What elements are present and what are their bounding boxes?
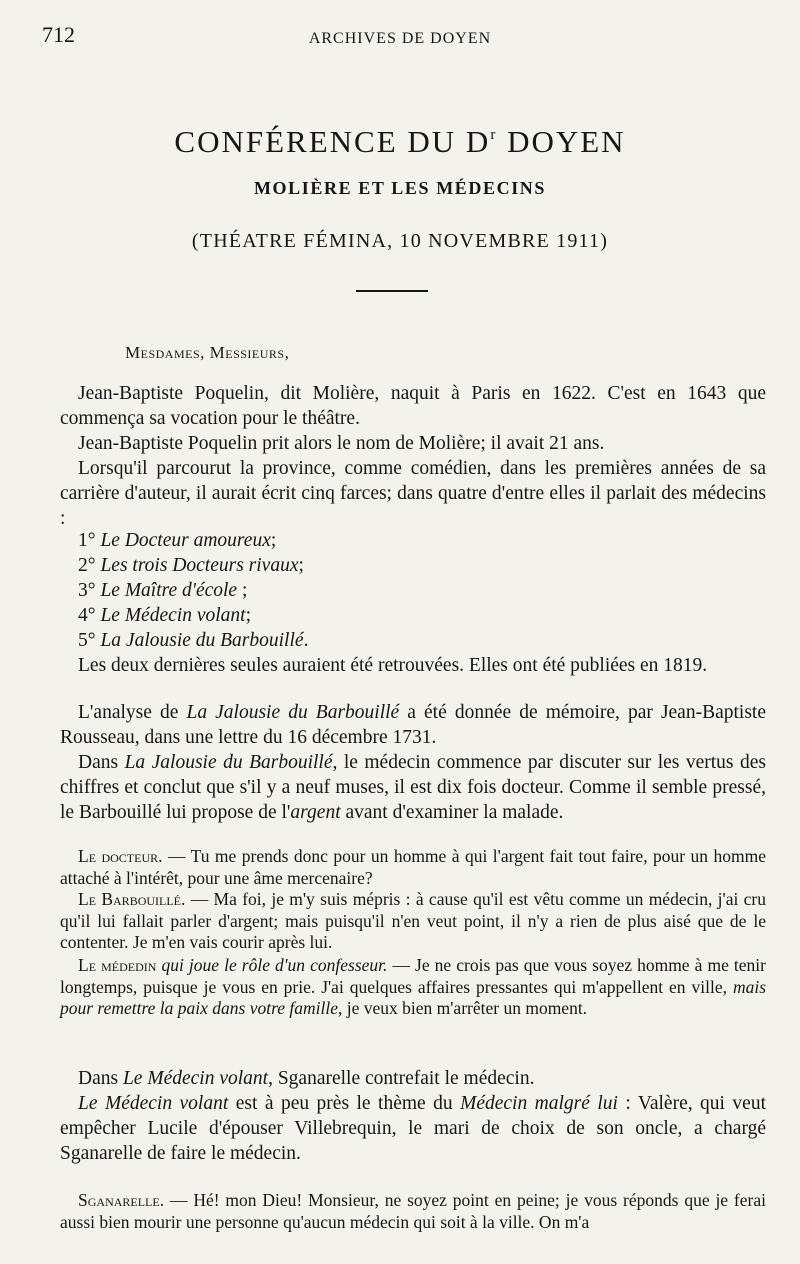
dialogue-line: — Je ne crois pas que vous soyez homme à me tenir longtemps, puisque je vous en prie. J'ai quelques affaires pressantes qui m'appellent en ville, [60, 955, 766, 997]
paragraph-text: Lorsqu'il parcourut la province, comme comédien, dans les premières années de sa carrière d'auteur, il aurait écrit cinq farces; dans quatre d'entre elles il parlait des médecins : [60, 458, 766, 529]
dialogue-medecin [60, 955, 766, 1020]
page-number: 712 [42, 22, 75, 47]
list-punct: ; [270, 530, 277, 551]
play-title: Médecin malgré lui [460, 1093, 618, 1114]
paragraph-text: Jean-Baptiste Poquelin, dit Molière, naquit à Paris en 1622. C'est en 1643 que commença sa vocation pour le théâtre. [60, 383, 766, 429]
paragraph-medecin-volant [60, 1066, 766, 1091]
list-item [78, 553, 308, 578]
list-item [78, 528, 308, 553]
list-number: 4° [78, 605, 96, 626]
salutation: Mesdames, Messieurs, [125, 343, 290, 362]
paragraph-text: Dans [78, 1068, 123, 1089]
dialogue-sganarelle [60, 1190, 766, 1233]
dialogue-docteur [60, 846, 766, 889]
paragraph-jalousie [60, 750, 766, 825]
farce-title: Le Médecin volant [100, 605, 246, 626]
list-punct: ; [298, 555, 304, 576]
paragraph-text: L'analyse de [78, 702, 187, 723]
title-suffix: DOYEN [497, 124, 626, 159]
dialogue-line: , je veux bien m'arrêter un moment. [338, 998, 588, 1018]
paragraph-published [60, 653, 766, 678]
dialogue-line: — Tu me prends donc pour un homme à qui l'argent fait tout faire, pour un homme attaché à l'intérêt, pour une âme mercenaire? [60, 846, 767, 888]
play-title: La Jalousie du Barbouillé [186, 702, 400, 723]
list-number: 1° [78, 530, 96, 551]
dialogue-barbouille [60, 889, 766, 954]
list-number: 3° [78, 580, 96, 601]
play-title: La Jalousie du Barbouillé [124, 752, 333, 773]
paragraph-text: Dans [78, 752, 125, 773]
list-item [78, 578, 308, 603]
list-number: 2° [78, 555, 96, 576]
paragraph-name [60, 431, 766, 456]
list-number: 5° [78, 630, 96, 651]
title-prefix: CONFÉRENCE DU D [174, 124, 491, 159]
emphasis: argent [290, 802, 341, 823]
title-superscript: r [490, 126, 498, 143]
paragraph-text: , Sganarelle contrefait le médecin. [268, 1068, 535, 1089]
list-punct: . [303, 630, 309, 651]
farce-title: Le Maître d'école [100, 580, 238, 601]
paragraph-text: est à peu près le thème du [228, 1093, 461, 1114]
speaker: Le médedin [78, 955, 157, 975]
lecture-title [0, 124, 800, 160]
farce-title: La Jalousie du Barbouillé [100, 630, 304, 651]
list-punct: ; [245, 605, 251, 626]
speaker: Le docteur. [78, 846, 163, 866]
play-title: Le Médecin volant [78, 1093, 229, 1114]
stage-direction: qui joue le rôle d'un confesseur. [156, 955, 388, 975]
paragraph-province [60, 456, 766, 531]
paragraph-theme [60, 1091, 766, 1166]
emphasis: mais pour remettre la paix dans votre famille [60, 976, 766, 1018]
farce-list [78, 528, 308, 653]
paragraph-text: a été donnée de mémoire, par Jean-Baptiste Rousseau, dans une lettre du 16 décembre 1731. [60, 702, 766, 748]
list-item [78, 603, 308, 628]
paragraph-text: : Valère, qui veut empêcher Lucile d'épouser Villebrequin, le mari de choix de son oncle, a chargé Sganarelle de faire le médecin. [60, 1093, 766, 1164]
farce-title: Le Docteur amoureux [100, 530, 271, 551]
paragraph-birth [60, 381, 766, 431]
dialogue-line: — Hé! mon Dieu! Monsieur, ne soyez point en peine; je vous réponds que je ferai aussi bien mourir une personne qu'aucun médecin qui soit à la ville. On m'a [60, 1190, 766, 1232]
lecture-venue: (THÉATRE FÉMINA, 10 NOVEMBRE 1911) [191, 230, 609, 252]
play-title: Le Médecin volant [122, 1068, 269, 1089]
paragraph-text: Jean-Baptiste Poquelin prit alors le nom de Molière; il avait 21 ans. [78, 433, 605, 454]
dialogue-line: — Ma foi, je m'y suis mépris : à cause qu'il est vêtu comme un médecin, j'ai cru qu'il lui fallait parler d'argent; mais puisqu'il n'en veut point, il n'y a rien de plus aisé que de le contenter. Je m'en vais courir après lui. [60, 889, 766, 952]
lecture-subtitle: MOLIÈRE ET LES MÉDECINS [253, 178, 547, 198]
speaker: Sganarelle. [78, 1190, 165, 1210]
paragraph-text: , le médecin commence par discuter sur les vertus des chiffres et conclut que s'il y a neuf muses, il est dix fois docteur. Comme il semble pressé, le Barbouillé lui propose de l' [60, 752, 766, 823]
running-title: ARCHIVES DE DOYEN [308, 30, 492, 47]
paragraph-analysis [60, 700, 766, 750]
farce-title: Les trois Docteurs rivaux [100, 555, 299, 576]
list-punct: ; [237, 580, 248, 601]
paragraph-text: avant d'examiner la malade. [340, 802, 564, 823]
paragraph-text: Les deux dernières seules auraient été retrouvées. Elles ont été publiées en 1819. [78, 655, 708, 676]
title-rule [356, 290, 428, 292]
speaker: Le Barbouillé. [78, 889, 186, 909]
list-item [78, 628, 308, 653]
